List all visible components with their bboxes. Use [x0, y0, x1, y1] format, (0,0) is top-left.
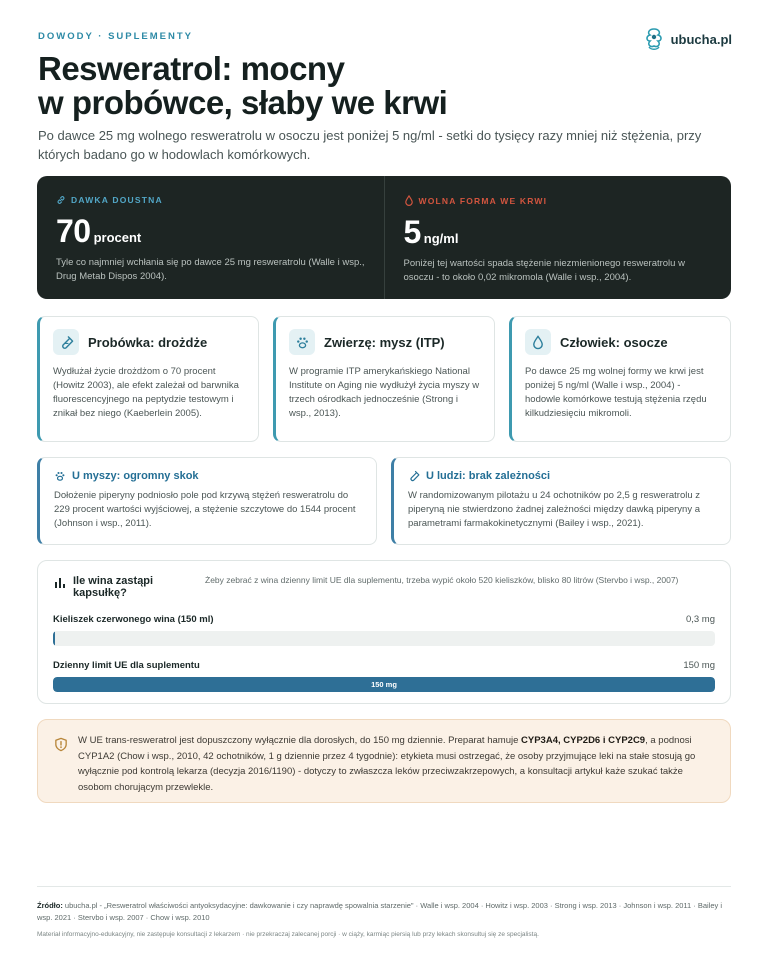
wine-comparison: [37, 560, 731, 704]
bar-label: Kieliszek czerwonego wina (150 ml): [53, 614, 214, 625]
sources-label: Źródło:: [37, 901, 63, 910]
stat-label-text: WOLNA FORMA WE KRWI: [418, 195, 548, 206]
lead-paragraph: Po dawce 25 mg wolnego resweratrolu w osoczu jest poniżej 5 ng/ml - setki do tysięcy razy mniej niż stężenia, przy których badano go w hodowlach komórkowych.: [38, 128, 702, 162]
warning-enzymes: CYP3A4, CYP2D6 i CYP2C9: [521, 735, 646, 746]
wine-bar-eu-limit: [53, 660, 715, 692]
bar-label: Dzienny limit UE dla suplementu: [53, 660, 200, 671]
bar-value: 0,3 mg: [685, 614, 715, 625]
stat-number: 70: [56, 213, 91, 249]
kombucha-logo-icon: [643, 26, 665, 52]
wine-bar-glass: [53, 614, 715, 646]
drop-icon: [525, 329, 551, 355]
evidence-card-test-tube: [37, 316, 259, 442]
bar-track: [53, 631, 715, 646]
card-text: Po dawce 25 mg wolnej formy we krwi jest poniżej 5 ng/ml (Walle i wsp., 2004) - hodowle komórkowe testują stężenia rzędu kilkudziesięciu mikromoli.: [525, 366, 707, 419]
kicker: DOWODY · SUPLEMENTY: [38, 31, 193, 42]
card-title: Probówka: drożdże: [88, 334, 208, 350]
brand-name: ubucha.pl: [670, 31, 732, 47]
brand-logo-link[interactable]: [643, 26, 732, 52]
footer: [37, 886, 731, 938]
wine-title-line-2: kapsułkę?: [73, 587, 127, 599]
bar-inner-label: 150 mg: [371, 680, 397, 689]
card-text: W programie ITP amerykańskiego National Institute on Aging nie wydłużył życia myszy w trzech ośrodkach jednocześnie (Strong i wsp., 2013).: [289, 366, 480, 419]
card-title: U myszy: ogromny skok: [72, 470, 199, 482]
drop-icon: [404, 195, 414, 206]
paw-icon: [54, 470, 66, 482]
card-text: W randomizowanym pilotażu u 24 ochotników po 2,5 g resweratrolu z piperyną nie stwierdzono żadnej zależności między dawką piperyny a parametrami farmakokinetycznymi (Bailey i wsp., 2021).: [408, 490, 701, 529]
stats-panel: [37, 176, 731, 299]
safety-warning: [37, 719, 731, 803]
card-text: Wydłużał życie drożdżom o 70 procent (Howitz 2003), ale efekt zależał od barwnika fluorescencyjnego na peptydzie testowym i znikał bez niego (Kaeberlein 2005).: [53, 366, 239, 419]
bar-value: 150 mg: [683, 660, 715, 671]
stat-label: [404, 195, 714, 206]
wine-description: Żeby zebrać z wina dzienny limit UE dla suplementu, trzeba wypić około 520 kieliszków, blisko 80 litrów (Stervbo i wsp., 2007): [205, 575, 679, 585]
test-tube-icon: [408, 470, 420, 482]
warning-text: [78, 733, 712, 802]
warning-text-part-1: W UE trans-resweratrol jest dopuszczony wyłącznie dla dorosłych, do 150 mg dziennie. Preparat hamuje: [78, 735, 522, 746]
test-tube-icon: [53, 329, 79, 355]
stat-unit: ng/ml: [423, 231, 459, 246]
page-title-line-2: w probówce, słaby we krwi: [38, 84, 448, 121]
stat-number: 5: [403, 214, 421, 250]
shield-alert-icon: [54, 737, 68, 752]
card-text: Dołożenie piperyny podniosło pole pod krzywą stężeń resweratrolu do 229 procent wartości wyjściowej, a stężenie szczytowe do 1544 procent (Johnson i wsp., 2011).: [54, 490, 356, 529]
card-title: Człowiek: osocze: [560, 334, 668, 350]
disclaimer: Materiał informacyjno-edukacyjny, nie zastępuje konsultacji z lekarzem · nie przekraczaj zalecanej porcji · w ciąży, karmiąc piersią lub przy lekach skonsultuj się ze specjalistą.: [37, 931, 539, 938]
stat-oral-dose: [37, 176, 384, 299]
bar-fill: [53, 631, 55, 646]
piperine-human-card: [391, 457, 731, 545]
stat-label: [56, 195, 366, 205]
stat-value: [404, 214, 714, 251]
paw-icon: [289, 329, 315, 355]
sources: [37, 900, 731, 924]
card-title: U ludzi: brak zależności: [426, 470, 551, 482]
bar-track: [53, 677, 715, 692]
wine-title-line-1: Ile wina zastąpi: [73, 575, 154, 587]
stat-free-form-blood: [384, 176, 732, 299]
evidence-card-mouse: [273, 316, 495, 442]
evidence-card-human: [509, 316, 731, 442]
warning-text-part-2: , a podnosi CYP1A2 (Chow i wsp., 2010, 42 ochotników, 1 g dziennie przez 4 tygodnie): etykieta musi ostrzegać, że osoby przyjmujące leki na stałe stosują go wyłącznie pod kontrolą lekarza (decyzja 2016/1190) - dotyczy to zwłaszcza leków przeciwzakrzepowych, a konsultacji artykuł każe szukać także osobom chorującym przewlekle.: [78, 735, 696, 793]
sources-text: ubucha.pl - „Resweratrol właściwości antyoksydacyjne: dawkowanie i czy naprawdę spowalnia starzenie" · Walle i wsp. 2004 · Howitz i wsp. 2003 · Strong i wsp. 2013 · Johnson i wsp. 2011 · Bailey i wsp. 2021 · Stervbo i wsp. 2007 · Chow i wsp. 2010: [37, 901, 723, 922]
stat-value: [56, 213, 366, 250]
card-title: Zwierzę: mysz (ITP): [324, 334, 445, 350]
page-title: [38, 52, 598, 120]
stat-unit: procent: [93, 230, 142, 245]
stat-description: Poniżej tej wartości spada stężenie niezmienionego resweratrolu w osoczu - to około 0,02 mikromola (Walle i wsp., 2004).: [403, 258, 685, 283]
piperine-mouse-card: [37, 457, 377, 545]
link-icon: [56, 195, 66, 205]
stat-description: Tyle co najmniej wchłania się po dawce 25 mg resweratrolu (Walle i wsp., Drug Metab Dispos 2004).: [56, 257, 365, 282]
page-title-line-1: Resweratrol: mocny: [38, 50, 345, 87]
bar-chart-icon: [53, 576, 67, 590]
wine-title: [53, 575, 205, 599]
stat-label-text: DAWKA DOUSTNA: [71, 195, 163, 205]
